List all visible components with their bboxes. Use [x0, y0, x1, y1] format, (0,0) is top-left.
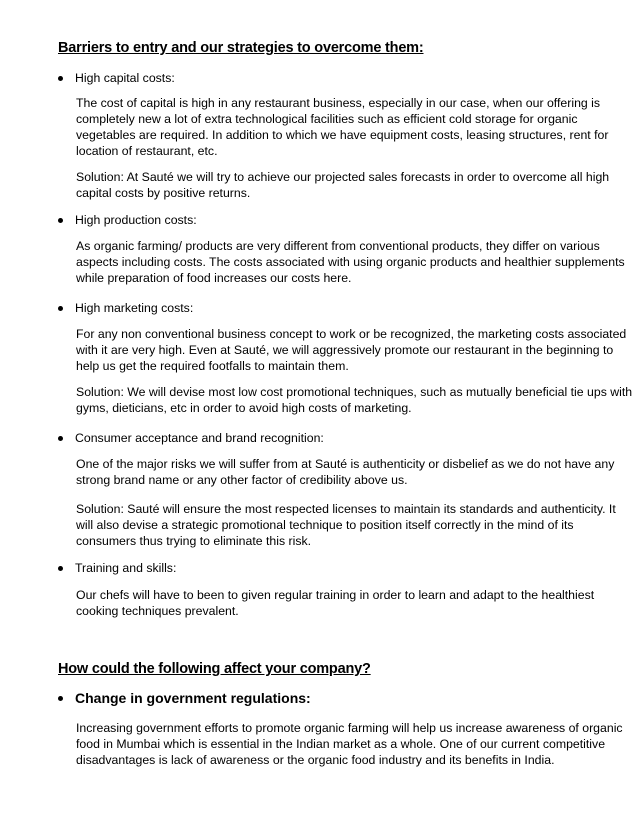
text-line: will also devise a strategic promotional technique to position itself correctly in the mind of its [76, 518, 574, 532]
bullet-label: Change in government regulations: [75, 690, 311, 706]
text-line: One of the major risks we will suffer from at Sauté is authenticity or disbelief as we do not have any [76, 457, 615, 471]
bullet-icon [58, 76, 63, 81]
bullet-label: High marketing costs: [75, 301, 194, 315]
bullet-icon [58, 566, 63, 571]
heading-barriers: Barriers to entry and our strategies to overcome them: [58, 40, 424, 56]
bullet-icon [58, 696, 63, 701]
paragraph [76, 384, 633, 416]
text-line: consumers thus trying to eliminate this risk. [76, 534, 312, 548]
text-line: The cost of capital is high in any restaurant business, especially in our case, when our offering is [76, 96, 601, 110]
paragraph [76, 720, 623, 768]
text-line: completely new a lot of extra technological facilities such as efficient cold storage for organic [76, 112, 578, 126]
text-line: Our chefs will have to been to given regular training in order to learn and adapt to the healthiest [76, 588, 595, 602]
text-line: Solution: Sauté will ensure the most respected licenses to maintain its standards and authenticity. It [76, 502, 616, 516]
text-line: help us get the required footfalls to maintain them. [76, 359, 349, 373]
bullet-icon [58, 436, 63, 441]
text-line: strong brand name or any other factor of credibility above us. [76, 473, 408, 487]
paragraph [76, 501, 616, 549]
paragraph [76, 456, 615, 488]
bullet-label: High production costs: [75, 213, 197, 227]
paragraph [76, 326, 627, 374]
text-line: aspects including costs. The costs associated with using organic products and healthier supplements [76, 255, 625, 269]
paragraph [76, 95, 609, 159]
paragraph [76, 587, 596, 619]
text-line: For any non conventional business concept to work or be recognized, the marketing costs associated [76, 327, 627, 341]
text-line: As organic farming/ products are very different from conventional products, they differ on various [76, 239, 600, 253]
text-line: capital costs by positive returns. [76, 186, 251, 200]
text-line: Solution: At Sauté we will try to achieve our projected sales forecasts in order to overcome all high [76, 170, 610, 184]
text-line: Solution: We will devise most low cost promotional techniques, such as mutually beneficial tie ups with [76, 385, 633, 399]
text-line: vegetables are required. In addition to which we have equipment costs, leasing structures, rent for [76, 128, 609, 142]
text-line: gyms, dieticians, etc in order to avoid high costs of marketing. [76, 401, 412, 415]
heading-affect-company: How could the following affect your company? [58, 661, 371, 677]
text-line: cooking techniques prevalent. [76, 604, 239, 618]
text-line: location of restaurant, etc. [76, 144, 218, 158]
text-line: while preparation of food increases our costs here. [76, 271, 352, 285]
text-line: disadvantages is lack of awareness or the organic food industry and its benefits in India. [76, 753, 555, 767]
bullet-label: High capital costs: [75, 71, 175, 85]
text-line: food in Mumbai which is essential in the Indian market as a whole. One of our current competitive [76, 737, 606, 751]
paragraph [76, 238, 625, 286]
bullet-label: Training and skills: [75, 561, 177, 575]
bullet-icon [58, 306, 63, 311]
text-line: Increasing government efforts to promote organic farming will help us increase awareness of organic [76, 721, 623, 735]
bullet-icon [58, 218, 63, 223]
bullet-label: Consumer acceptance and brand recognition: [75, 431, 324, 445]
paragraph [76, 169, 610, 201]
text-line: with it are very high. Even at Sauté, we will aggressively promote our restaurant in the beginning to [76, 343, 614, 357]
